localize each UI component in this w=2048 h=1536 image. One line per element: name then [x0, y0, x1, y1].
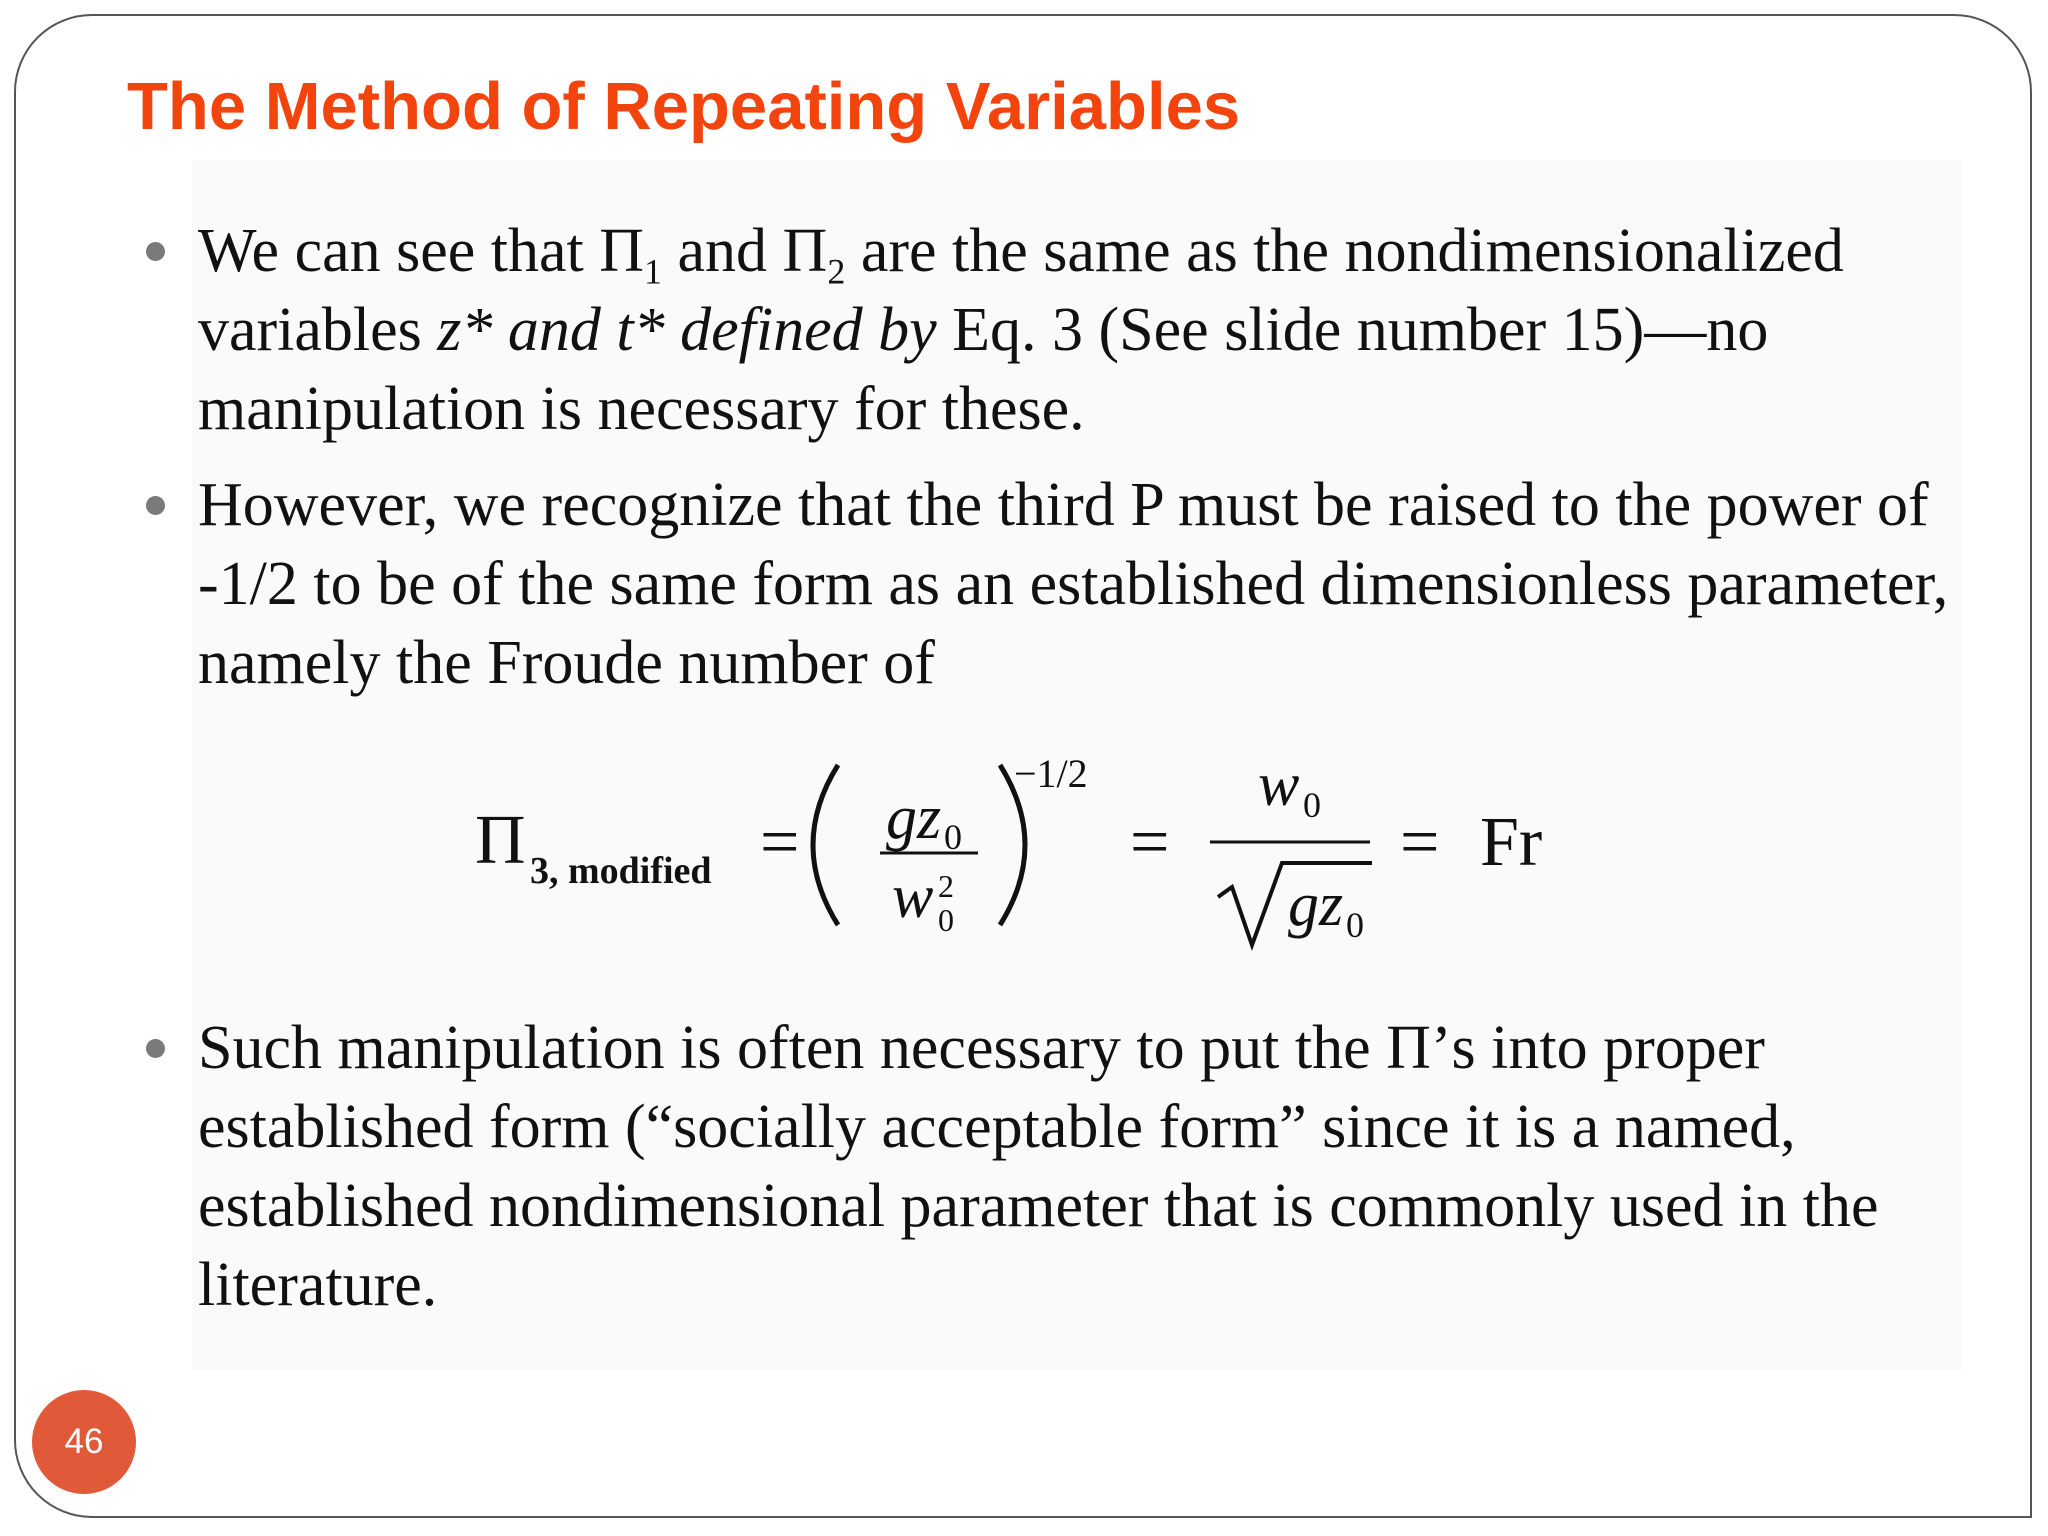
eq-inner-denominator-subscript: 0: [938, 902, 954, 938]
pi-1-subscript: 1: [644, 251, 663, 292]
froude-equation: [470, 745, 1620, 975]
bullet-2: [198, 466, 1970, 703]
eq-inner-numerator: gz: [886, 784, 942, 852]
eq-frac-denominator-subscript: 0: [1346, 905, 1364, 945]
bullet-1: [198, 212, 1970, 449]
bullet-1-text-c: are the same as the nondimensionalized variables: [198, 217, 1844, 364]
bullet-1-text-a: We can see that Π: [198, 217, 645, 285]
eq-inner-denominator: w: [892, 863, 934, 931]
equation-svg: [470, 745, 1620, 975]
bullet-1-text-d: Eq. 3 (See slide number 15)—no manipulation is necessary for these.: [198, 296, 1769, 443]
eq-inner-numerator-subscript: 0: [944, 817, 962, 857]
bullet-3-text: Such manipulation is often necessary to put the Π’s into proper established form (“socially acceptable form” since it is a named, established nondimensional parameter that is commonly used in the literature.: [198, 1014, 1879, 1319]
eq-inner-denominator-superscript: 2: [938, 868, 954, 904]
eq-frac-numerator: w: [1258, 751, 1300, 819]
bullet-3: [198, 1009, 1970, 1325]
eq-lhs-pi: Π: [475, 802, 526, 879]
eq-frac-denominator: gz: [1288, 871, 1344, 939]
bullet-2-text: However, we recognize that the third P must be raised to the power of -1/2 to be of the same form as an established dimensionless parameter, namely the Froude number of: [198, 471, 1949, 697]
pi-2-subscript: 2: [827, 251, 846, 292]
eq-frac-numerator-subscript: 0: [1303, 785, 1321, 825]
bullet-dot-icon: [146, 242, 165, 261]
bullet-dot-icon: [146, 496, 165, 515]
eq-equals-1: =: [760, 804, 800, 881]
slide-title: The Method of Repeating Variables: [127, 69, 1241, 144]
eq-exponent: −1/2: [1014, 751, 1088, 796]
eq-lhs-subscript: 3, modified: [530, 850, 712, 892]
bullet-dot-icon: [146, 1039, 165, 1058]
eq-equals-3: =: [1400, 804, 1440, 881]
eq-rhs-froude: Fr: [1480, 804, 1543, 881]
bullet-1-italic-text: z* and t* defined by: [437, 296, 937, 364]
bullet-1-text-b: and Π: [662, 217, 828, 285]
eq-equals-2: =: [1130, 804, 1170, 881]
left-paren-icon: [813, 765, 838, 925]
page-number-badge: 46: [32, 1390, 136, 1494]
